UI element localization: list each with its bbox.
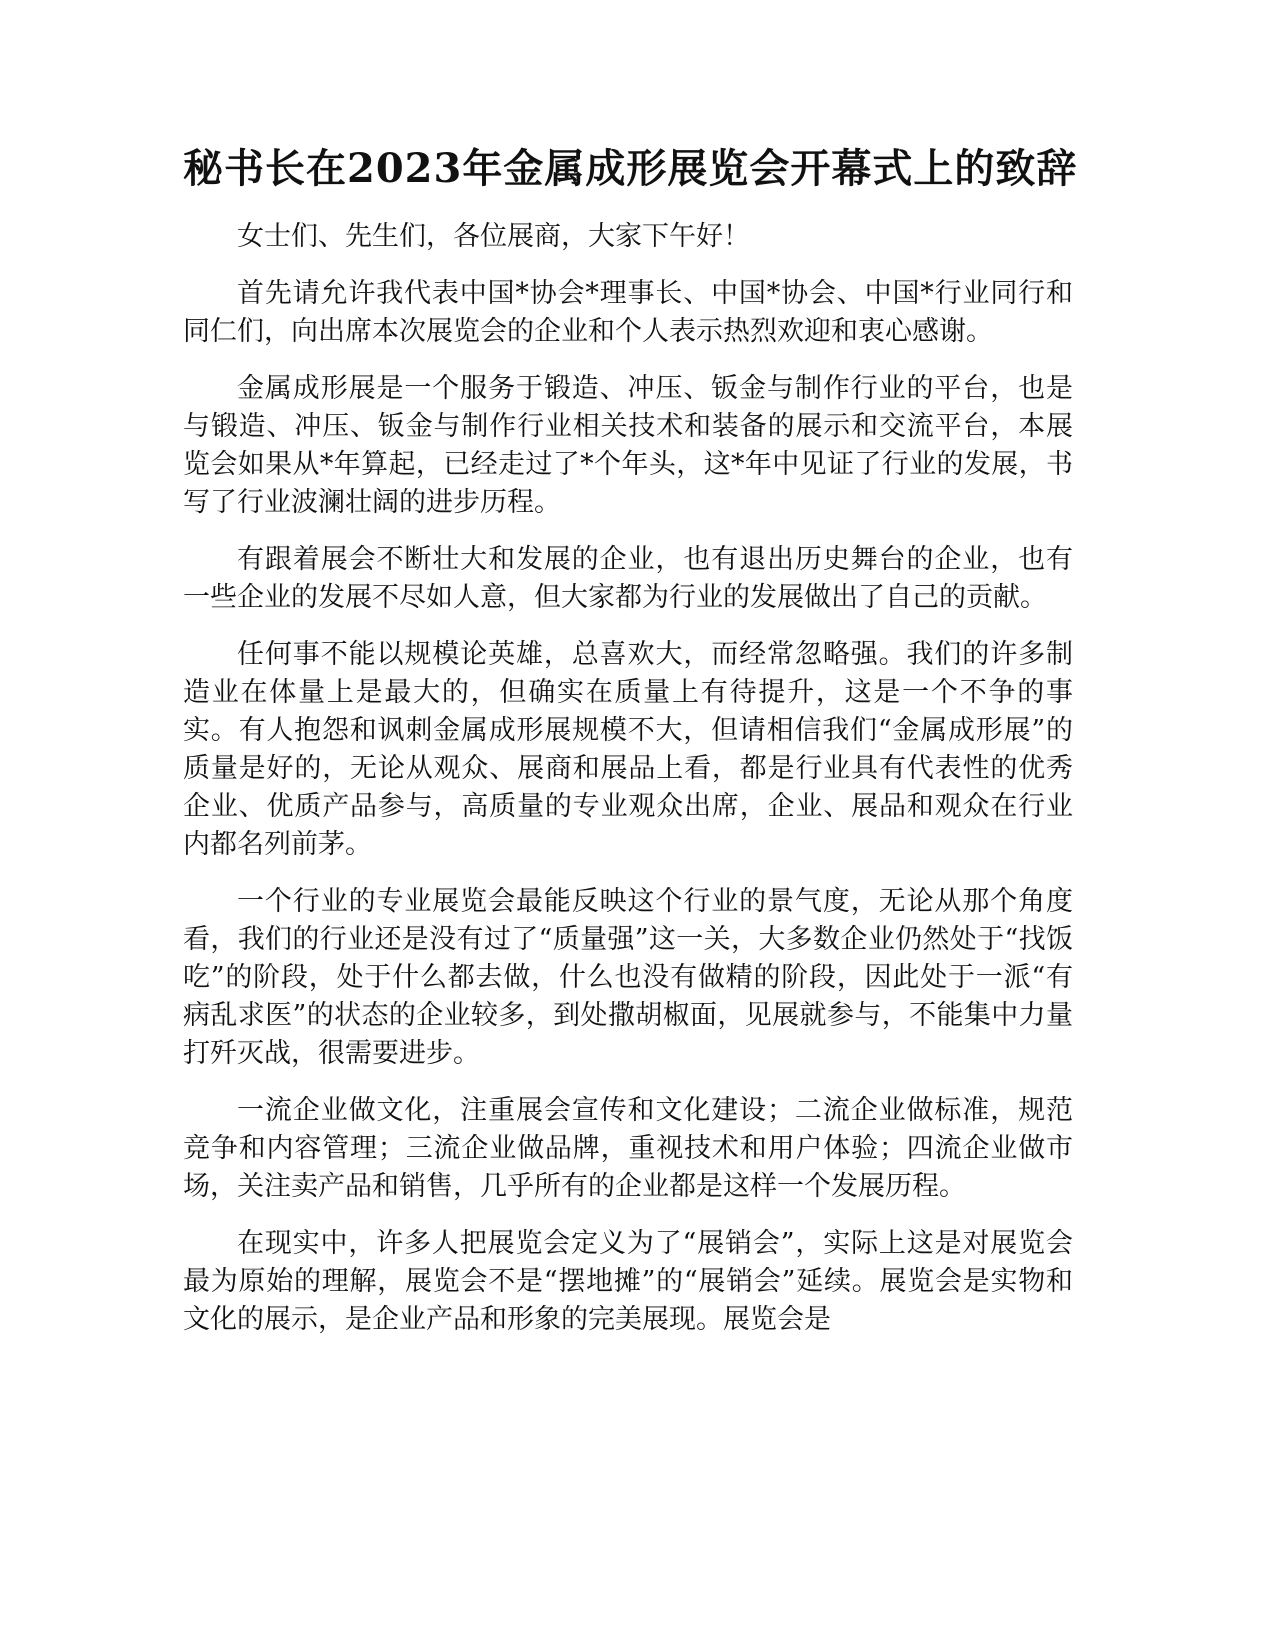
paragraph-exhibition-definition: 在现实中，许多人把展览会定义为了“展销会”，实际上这是对展览会最为原始的理解，展览会不是“摆地摊”的“展销会”延续。展览会是实物和文化的展示，是企业产品和形象的完美展现。展览会是 bbox=[183, 1228, 1073, 1335]
document-title: 秘书长在2023年金属成形展览会开幕式上的致辞 bbox=[183, 145, 1078, 192]
paragraph-welcome: 首先请允许我代表中国*协会*理事长、中国*协会、中国*行业同行和同仁们，向出席本次展览会的企业和个人表示热烈欢迎和衷心感谢。 bbox=[183, 278, 1073, 347]
paragraph-industry-prosperity: 一个行业的专业展览会最能反映这个行业的景气度，无论从那个角度看，我们的行业还是没有过了“质量强”这一关，大多数企业仍然处于“找饭吃”的阶段，处于什么都去做，什么也没有做精的阶段，因此处于一派“有病乱求医”的状态的企业较多，到处撒胡椒面，见展就参与，不能集中力量打歼灭战，很需要进步。 bbox=[183, 886, 1073, 1069]
paragraph-greeting: 女士们、先生们，各位展商，大家下午好！ bbox=[237, 221, 750, 252]
paragraph-enterprise-tiers: 一流企业做文化，注重展会宣传和文化建设；二流企业做标准，规范竞争和内容管理；三流企业做品牌，重视技术和用户体验；四流企业做市场，关注卖产品和销售，几乎所有的企业都是这样一个发展历程。 bbox=[183, 1095, 1073, 1202]
paragraph-exhibition-platform: 金属成形展是一个服务于锻造、冲压、钣金与制作行业的平台，也是与锻造、冲压、钣金与制作行业相关技术和装备的展示和交流平台，本展览会如果从*年算起，已经走过了*个年头，这*年中见证了行业的发展，书写了行业波澜壮阔的进步历程。 bbox=[183, 373, 1073, 518]
paragraph-quality-over-scale: 任何事不能以规模论英雄，总喜欢大，而经常忽略强。我们的许多制造业在体量上是最大的，但确实在质量上有待提升，这是一个不争的事实。有人抱怨和讽刺金属成形展规模不大，但请相信我们“金属成形展”的质量是好的，无论从观众、展商和展品上看，都是行业具有代表性的优秀企业、优质产品参与，高质量的专业观众出席，企业、展品和观众在行业内都名列前茅。 bbox=[183, 639, 1073, 860]
paragraph-enterprise-development: 有跟着展会不断壮大和发展的企业，也有退出历史舞台的企业，也有一些企业的发展不尽如人意，但大家都为行业的发展做出了自己的贡献。 bbox=[183, 544, 1073, 613]
document-page bbox=[183, 140, 1078, 1358]
